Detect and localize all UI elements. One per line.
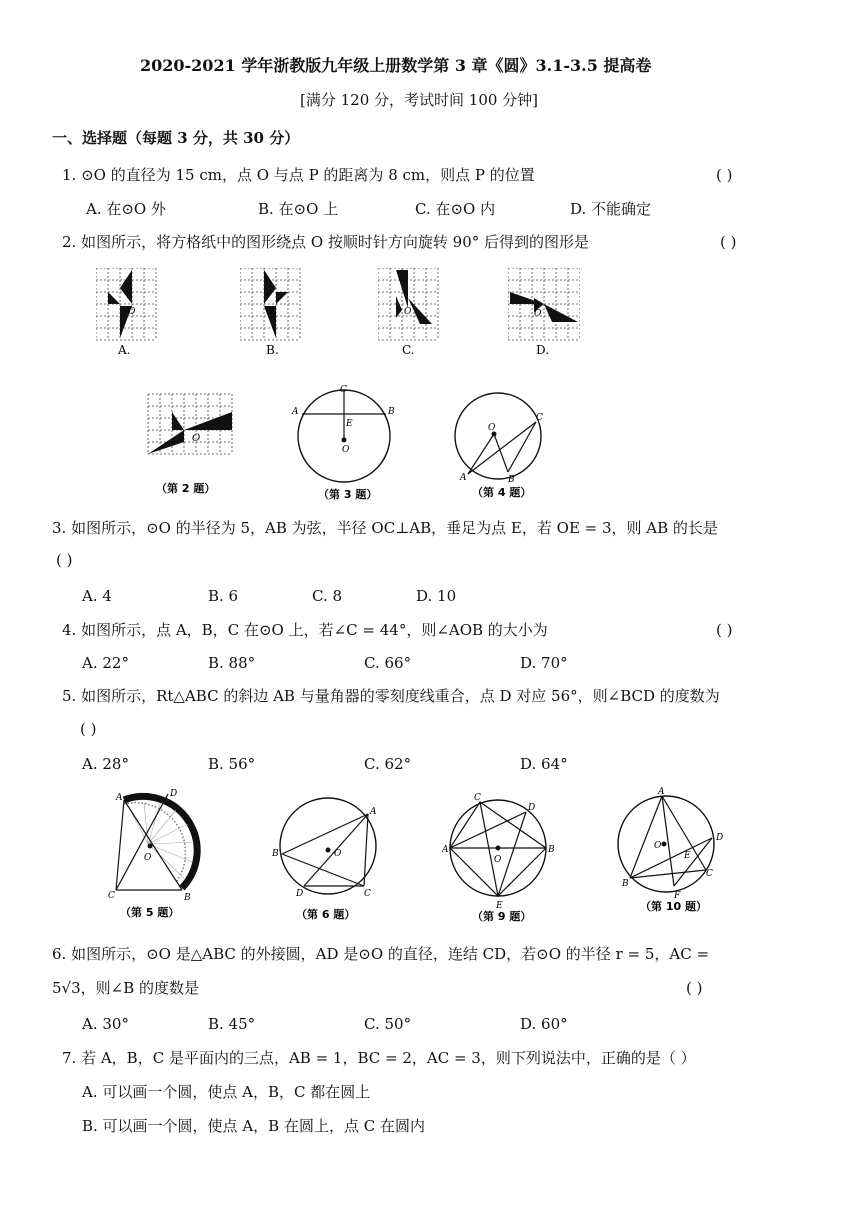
grid-point-label: O bbox=[266, 307, 274, 317]
page-subtitle: [满分 120 分，考试时间 100 分钟] bbox=[300, 91, 539, 109]
q4-stem: 4. 如图所示，点 A，B，C 在⊙O 上，若∠C = 44°，则∠AOB 的大小为 bbox=[62, 621, 548, 639]
figure-q3 bbox=[290, 384, 400, 506]
grid-point-label: O bbox=[404, 307, 412, 317]
svg-text:C: C bbox=[108, 891, 115, 901]
q2-option-a-figure bbox=[96, 268, 158, 358]
svg-text:C: C bbox=[364, 889, 371, 899]
fig4-caption: （第 4 题） bbox=[472, 486, 532, 499]
q3-option-b: B. 6 bbox=[208, 587, 239, 605]
svg-text:B: B bbox=[184, 893, 191, 903]
q1-option-d: D. 不能确定 bbox=[570, 200, 652, 218]
svg-text:D: D bbox=[528, 803, 536, 813]
q2-option-b-figure bbox=[240, 268, 302, 358]
section-heading: 一、选择题（每题 3 分，共 30 分） bbox=[52, 129, 300, 147]
q3-option-a: A. 4 bbox=[82, 587, 112, 605]
figure-q4 bbox=[448, 388, 552, 504]
fig6-caption: （第 6 题） bbox=[296, 908, 356, 921]
q7-stem: 7. 若 A，B，C 是平面内的三点，AB = 1，BC = 2，AC = 3，则下列说法中，正确的是（ ） bbox=[62, 1049, 696, 1067]
q4-option-c: C. 66° bbox=[364, 654, 412, 672]
q3-bracket: ( ) bbox=[56, 551, 73, 569]
q3-stem: 3. 如图所示，⊙O 的半径为 5，AB 为弦，半径 OC⊥AB，垂足为点 E，若 OE = 3，则 AB 的长是 bbox=[52, 519, 718, 537]
q6-option-a: A. 30° bbox=[82, 1015, 129, 1033]
fig10-caption: （第 10 题） bbox=[640, 900, 707, 913]
svg-text:C: C bbox=[536, 413, 543, 423]
q1-stem: 1. ⊙O 的直径为 15 cm，点 O 与点 P 的距离为 8 cm，则点 P 的位置 bbox=[62, 166, 535, 184]
q2-stem: 2. 如图所示，将方格纸中的图形绕点 O 按顺时针方向旋转 90° 后得到的图形是 bbox=[62, 233, 590, 251]
svg-text:B: B bbox=[622, 879, 629, 889]
svg-text:A: A bbox=[292, 407, 299, 417]
q1-option-c: C. 在⊙O 内 bbox=[415, 200, 496, 218]
q6-stem-continued: 5√3，则∠B 的度数是 bbox=[52, 979, 200, 997]
q3-option-d: D. 10 bbox=[416, 587, 457, 605]
q5-option-d: D. 64° bbox=[520, 755, 568, 773]
svg-text:C: C bbox=[706, 869, 713, 879]
svg-text:F: F bbox=[674, 891, 681, 901]
svg-text:A: A bbox=[370, 807, 377, 817]
svg-text:A: A bbox=[442, 845, 449, 855]
svg-text:B: B bbox=[272, 849, 279, 859]
page-title: 2020-2021 学年浙教版九年级上册数学第 3 章《圆》3.1-3.5 提高卷 bbox=[140, 56, 652, 75]
svg-text:A: A bbox=[116, 793, 123, 803]
svg-text:B: B bbox=[548, 845, 555, 855]
q5-option-b: B. 56° bbox=[208, 755, 256, 773]
q5-stem: 5. 如图所示，Rt△ABC 的斜边 AB 与量角器的零刻度线重合，点 D 对应 56°，则∠BCD 的度数为 bbox=[62, 687, 720, 705]
figure-q6 bbox=[270, 790, 382, 922]
q7-option-a: A. 可以画一个圆，使点 A，B，C 都在圆上 bbox=[82, 1083, 371, 1101]
svg-text:O: O bbox=[488, 423, 496, 433]
q1-option-a: A. 在⊙O 外 bbox=[86, 200, 167, 218]
q2-option-d-figure bbox=[508, 268, 580, 358]
svg-text:D: D bbox=[170, 789, 178, 799]
svg-text:B: B bbox=[508, 475, 515, 485]
q6-option-d: D. 60° bbox=[520, 1015, 568, 1033]
svg-text:A: A bbox=[460, 473, 467, 483]
svg-text:D: D bbox=[716, 833, 724, 843]
option-label-c: C. bbox=[402, 343, 415, 357]
figure-q2 bbox=[146, 392, 238, 502]
svg-text:O: O bbox=[192, 433, 201, 444]
svg-text:O: O bbox=[334, 849, 342, 859]
q4-option-b: B. 88° bbox=[208, 654, 256, 672]
q6-stem: 6. 如图所示，⊙O 是△ABC 的外接圆，AD 是⊙O 的直径，连结 CD，若⊙O 的半径 r = 5，AC = bbox=[52, 945, 710, 963]
q7-option-b: B. 可以画一个圆，使点 A，B 在圆上，点 C 在圆内 bbox=[82, 1117, 425, 1135]
q5-bracket: ( ) bbox=[80, 720, 97, 738]
q6-option-c: C. 50° bbox=[364, 1015, 412, 1033]
figure-q5 bbox=[104, 786, 224, 922]
svg-text:O: O bbox=[144, 853, 152, 863]
svg-text:C: C bbox=[474, 793, 481, 803]
q6-bracket: ( ) bbox=[686, 979, 703, 997]
option-label-b: B. bbox=[266, 343, 279, 357]
fig2-caption: （第 2 题） bbox=[156, 482, 216, 495]
svg-text:D: D bbox=[296, 889, 304, 899]
svg-text:C: C bbox=[340, 385, 347, 395]
q1-option-b: B. 在⊙O 上 bbox=[258, 200, 339, 218]
grid-point-label: O bbox=[128, 307, 136, 317]
q4-bracket: ( ) bbox=[716, 621, 733, 639]
figure-q10 bbox=[612, 786, 732, 916]
svg-text:O: O bbox=[654, 841, 662, 851]
figure-q9 bbox=[442, 790, 562, 926]
q2-option-c-figure bbox=[378, 268, 440, 358]
grid-point-label: O bbox=[534, 309, 542, 319]
svg-text:E: E bbox=[346, 419, 353, 429]
option-label-d: D. bbox=[536, 343, 550, 357]
q4-option-a: A. 22° bbox=[82, 654, 129, 672]
svg-text:A: A bbox=[658, 787, 665, 797]
q4-option-d: D. 70° bbox=[520, 654, 568, 672]
svg-text:E: E bbox=[684, 851, 691, 861]
svg-text:O: O bbox=[494, 855, 502, 865]
q5-option-c: C. 62° bbox=[364, 755, 412, 773]
q2-bracket: ( ) bbox=[720, 233, 737, 251]
svg-text:O: O bbox=[342, 445, 350, 455]
option-label-a: A. bbox=[118, 343, 131, 357]
svg-text:E: E bbox=[496, 901, 503, 911]
fig3-caption: （第 3 题） bbox=[318, 488, 378, 501]
q1-bracket: ( ) bbox=[716, 166, 733, 184]
fig9-caption: （第 9 题） bbox=[472, 910, 532, 923]
q5-option-a: A. 28° bbox=[82, 755, 129, 773]
q6-option-b: B. 45° bbox=[208, 1015, 256, 1033]
fig5-caption: （第 5 题） bbox=[120, 906, 180, 919]
svg-text:B: B bbox=[388, 407, 395, 417]
q3-option-c: C. 8 bbox=[312, 587, 343, 605]
